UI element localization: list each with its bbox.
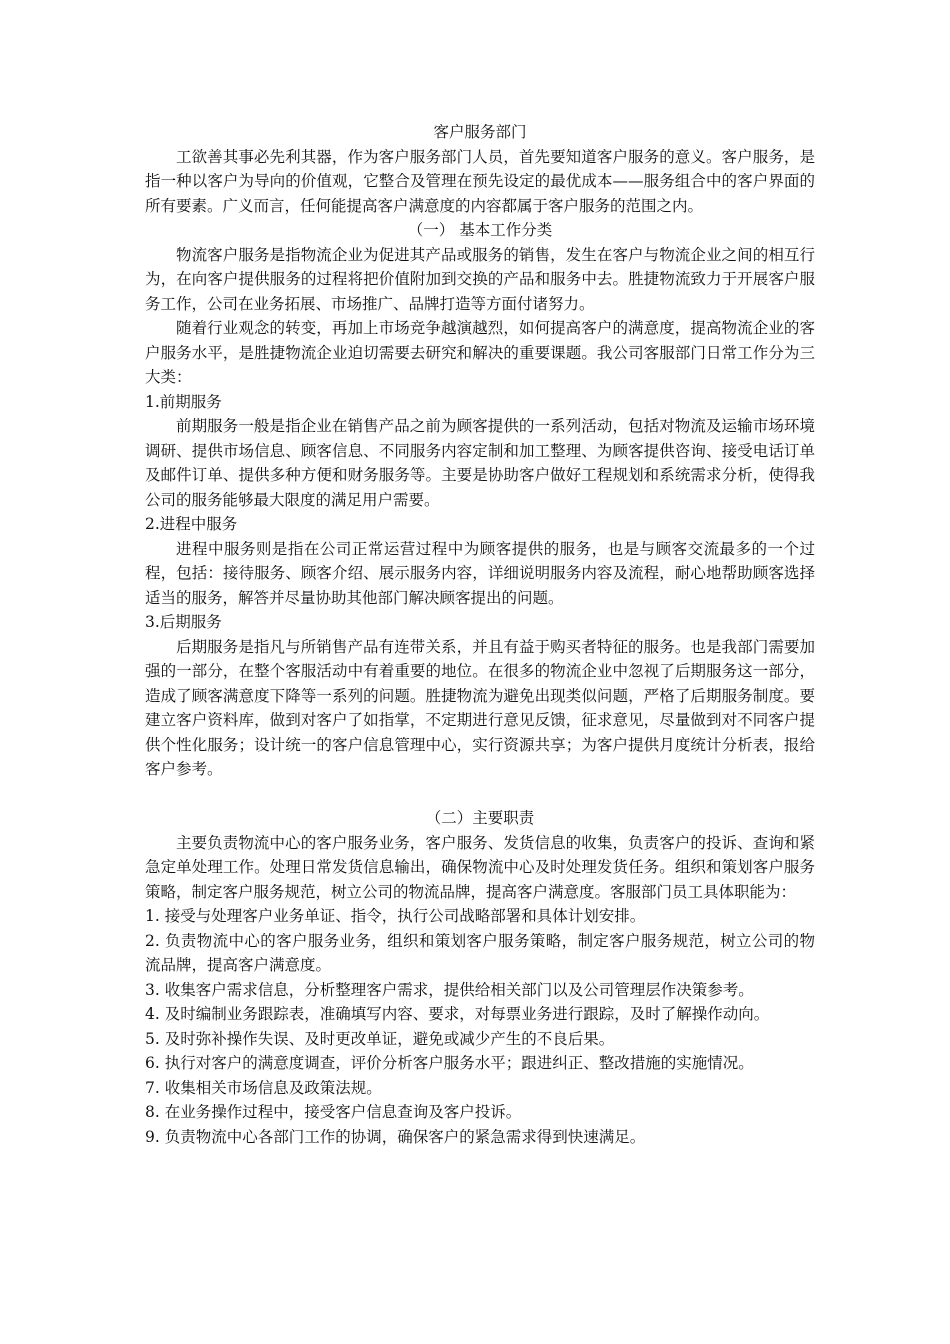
- duty-item: 7. 收集相关市场信息及政策法规。: [145, 1078, 382, 1097]
- section-1-paragraph-2: 随着行业观念的转变，再加上市场竞争越演越烈，如何提高客户的满意度，提高物流企业的客户服务水平，是胜捷物流企业迫切需要去研究和解决的重要课题。我公司客服部门日常工作分为三大类：: [145, 319, 815, 386]
- category-2-label: 2.进程中服务: [145, 515, 238, 533]
- duty-item: 9. 负责物流中心各部门工作的协调，确保客户的紧急需求得到快速满足。: [145, 1127, 646, 1146]
- category-3-label: 3.后期服务: [145, 613, 222, 631]
- duty-item: 5. 及时弥补操作失误、及时更改单证，避免或减少产生的不良后果。: [145, 1029, 615, 1048]
- document-title: 客户服务部门: [433, 123, 527, 141]
- section-2-heading: （二）主要职责: [425, 809, 535, 827]
- section-1-paragraph-1: 物流客户服务是指物流企业为促进其产品或服务的销售，发生在客户与物流企业之间的相互行为，在向客户提供服务的过程将把价值附加到交换的产品和服务中去。胜捷物流致力于开展客户服务工作，公司在业务拓展、市场推广、品牌打造等方面付诸努力。: [145, 245, 815, 313]
- section-2-paragraph: 主要负责物流中心的客户服务业务，客户服务、发货信息的收集，负责客户的投诉、查询和紧急定单处理工作。处理日常发货信息输出，确保物流中心及时处理发货任务。组织和策划客户服务策略，制定客户服务规范，树立公司的物流品牌，提高客户满意度。客服部门员工具体职能为：: [145, 833, 815, 901]
- category-3-text: 后期服务是指凡与所销售产品有连带关系，并且有益于购买者特征的服务。也是我部门需要加强的一部分，在整个客服活动中有着重要的地位。在很多的物流企业中忽视了后期服务这一部分，造成了顾客满意度下降等一系列的问题。胜捷物流为避免出现类似问题，严格了后期服务制度。要建立客户资料库，做到对客户了如指掌，不定期进行意见反馈，征求意见，尽量做到对不同客户提供个性化服务；设计统一的客户信息管理中心，实行资源共享；为客户提供月度统计分析表，报给客户参考。: [145, 637, 815, 778]
- intro-paragraph: 工欲善其事必先利其器，作为客户服务部门人员，首先要知道客户服务的意义。客户服务，是指一种以客户为导向的价值观，它整合及管理在预先设定的最优成本——服务组合中的客户界面的所有要素。广义而言，任何能提高客户满意度的内容都属于客户服务的范围之内。: [145, 147, 815, 215]
- duty-item: 1. 接受与处理客户业务单证、指令，执行公司战略部署和具体计划安排。: [145, 907, 646, 925]
- category-1-label: 1.前期服务: [145, 392, 222, 411]
- section-1-heading: （一） 基本工作分类: [407, 221, 553, 239]
- duty-item: 4. 及时编制业务跟踪表，准确填写内容、要求，对每票业务进行跟踪，及时了解操作动向。: [145, 1005, 770, 1023]
- duty-item: 6. 执行对客户的满意度调查，评价分析客户服务水平；跟进纠正、整改措施的实施情况。: [145, 1054, 754, 1072]
- duty-item: 3. 收集客户需求信息，分析整理客户需求，提供给相关部门以及公司管理层作决策参考。: [145, 980, 754, 999]
- duty-item: 8. 在业务操作过程中，接受客户信息查询及客户投诉。: [145, 1103, 522, 1121]
- category-2-text: 进程中服务则是指在公司正常运营过程中为顾客提供的服务，也是与顾客交流最多的一个过程，包括：接待服务、顾客介绍、展示服务内容，详细说明服务内容及流程，耐心地帮助顾客选择适当的服务，解答并尽量协助其他部门解决顾客提出的问题。: [145, 539, 815, 607]
- blank-line: [145, 782, 815, 807]
- document-page: [145, 120, 815, 1149]
- duty-item: 2. 负责物流中心的客户服务业务，组织和策划客户服务策略，制定客户服务规范，树立公司的物流品牌，提高客户满意度。: [145, 931, 815, 974]
- category-1-text: 前期服务一般是指企业在销售产品之前为顾客提供的一系列活动，包括对物流及运输市场环境调研、提供市场信息、顾客信息、不同服务内容定制和加工整理、为顾客提供咨询、接受电话订单及邮件订单、提供多种方便和财务服务等。主要是协助客户做好工程规划和系统需求分析，使得我公司的服务能够最大限度的满足用户需要。: [145, 417, 815, 509]
